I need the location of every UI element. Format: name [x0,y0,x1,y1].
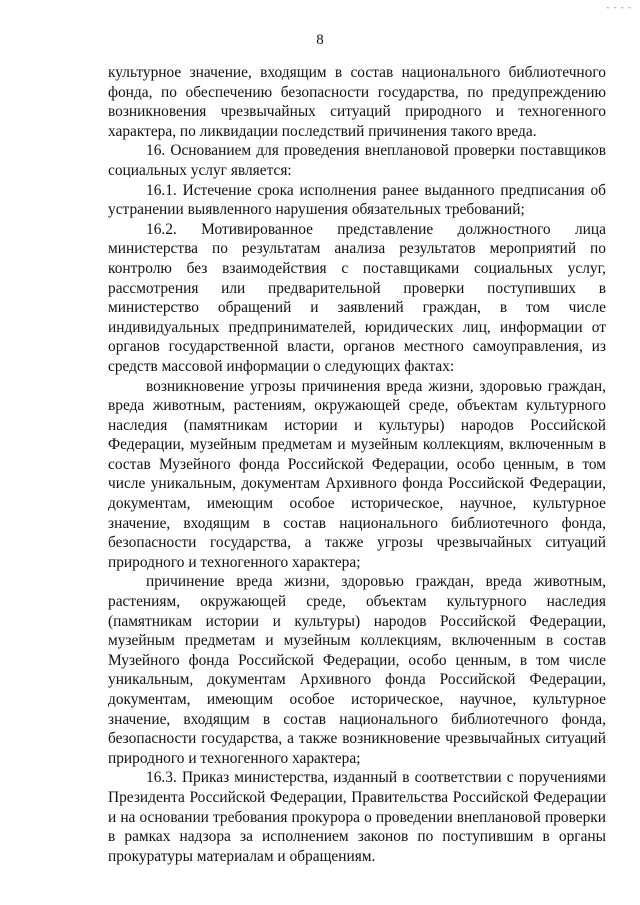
paragraph-harm: причинение вреда жизни, здоровью граждан, вреда животным, растениям, окружающей среде, объектам культурного наследия (памятникам истории и культуры) народов Российской Федерации, музейным предметам и музейным коллекциям, включенным в состав Музейного фонда Российской Федерации, особо ценным, в том числе уникальным, документам Архивного фонда Российской Федерации, документам, имеющим особое историческое, научное, культурное значение, входящим в состав национального библиотечного фонда, безопасности государства, а также возникновение чрезвычайных ситуаций природного и техногенного характера; [108,573,606,767]
paragraph-16: 16. Основанием для проведения внеплановой проверки поставщиков социальных услуг является: [108,142,606,179]
paragraph-16-1: 16.1. Истечение срока исполнения ранее выданного предписания об устранении выявленного нарушения обязательных требований; [108,181,606,219]
paragraph-16-3: 16.3. Приказ министерства, изданный в соответствии с поручениями Президента Российской Федерации, Правительства Российской Федерации и на основании требования прокурора о проведении внеплановой проверки в рамках надзора за исполнением законов по поступившим в органы прокуратуры материалам и обращениям. [108,769,606,865]
corner-mark: - - - - [606,2,632,12]
paragraph-threat: возникновение угрозы причинения вреда жизни, здоровью граждан, вреда животным, растениям, окружающей среде, объектам культурного наследия (памятникам истории и культуры) народов Российской Федерации, музейным предметам и музейным коллекциям, включенным в состав Музейного фонда Российской Федерации, особо ценным, в том числе уникальным, документам Архивного фонда Российской Федерации, документам, имеющим особое историческое, научное, культурное значение, входящим в состав национального библиотечного фонда, безопасности государства, а также угрозы чрезвычайных ситуаций природного и техногенного характера; [108,377,606,571]
paragraph-16-2: 16.2. Мотивированное представление должностного лица министерства по результатам анализа результатов мероприятий по контролю без взаимодействия с поставщиками социальных услуг, рассмотрения или предварительной проверки поступивших в министерство обращений и заявлений граждан, в том числе индивидуальных предпринимателей, юридических лиц, информации от органов государственной власти, органов местного самоуправления, из средств массовой информации о следующих фактах: [108,220,606,375]
page-number: 8 [316,32,324,48]
paragraph-continuation: культурное значение, входящим в состав национального библиотечного фонда, по обеспечению безопасности государства, по предупреждению возникновения чрезвычайных ситуаций природного и техногенного характера, по ликвидации последствий причинения такого вреда. [108,64,606,140]
document-body [108,63,606,866]
